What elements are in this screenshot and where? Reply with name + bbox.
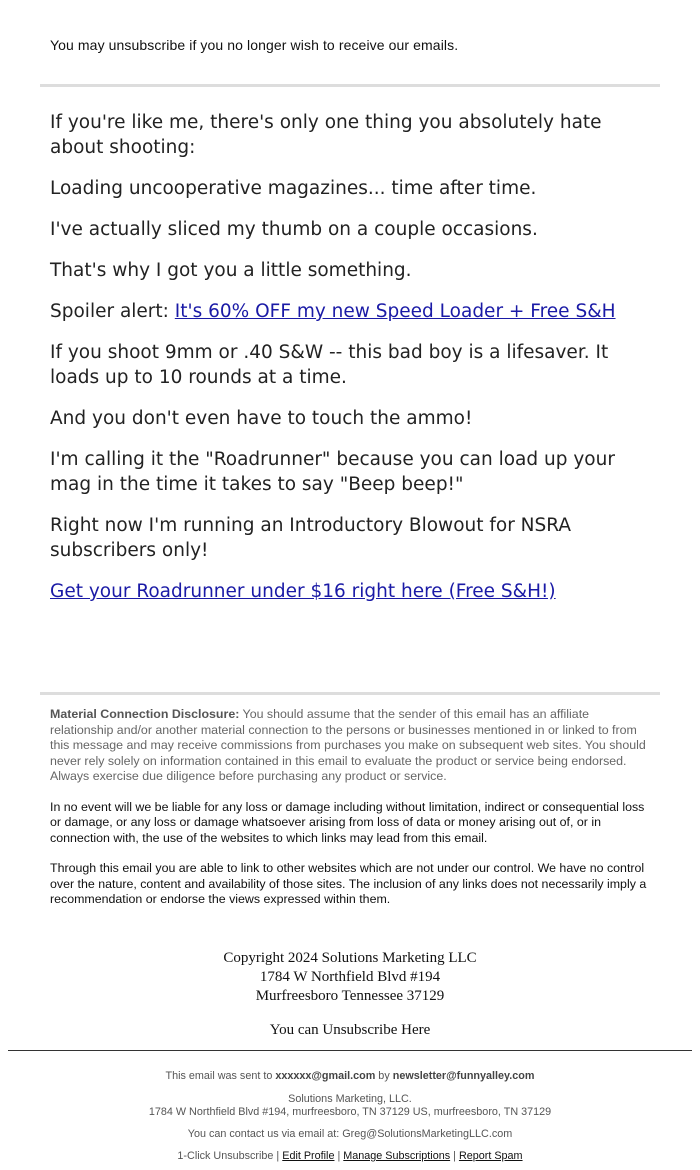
unsubscribe-note: You may unsubscribe if you no longer wish to receive our emails. <box>50 37 459 53</box>
unsubscribe-here-link[interactable]: You can Unsubscribe Here <box>269 1022 431 1038</box>
one-click-unsubscribe[interactable]: 1-Click Unsubscribe <box>177 1150 274 1162</box>
link-separator: | <box>450 1150 459 1162</box>
recipient-email: xxxxxx@gmail.com <box>275 1070 376 1082</box>
body-paragraph: If you're like me, there's only one thing you absolutely hate about shooting: <box>50 112 602 158</box>
manage-subscriptions-link[interactable]: Manage Subscriptions <box>343 1150 451 1162</box>
spoiler-prefix: Spoiler alert: <box>50 301 175 322</box>
roadrunner-cta-link[interactable]: Get your Roadrunner under $16 right here (Free S&H!) <box>50 581 556 602</box>
disclosure-section <box>50 707 650 923</box>
disclosure-title: Material Connection Disclosure: <box>50 707 240 721</box>
cta-paragraph <box>50 579 660 604</box>
email-body <box>50 110 660 620</box>
sender-email: newsletter@funnyalley.com <box>392 1070 535 1082</box>
company-address: 1784 W Northfield Blvd #194, murfreesboro, TN 37129 US, murfreesboro, TN 37129 <box>148 1106 552 1118</box>
city-line: Murfreesboro Tennessee 37129 <box>255 988 445 1004</box>
mailing-address <box>0 949 700 1006</box>
report-spam-link[interactable]: Report Spam <box>458 1150 523 1162</box>
liability-disclaimer: In no event will we be liable for any loss or damage including without limitation, indirect or consequential loss or damage, or any loss or damage whatsoever arising from loss of data or money arising out of, or in connection with, the use of the websites to which links may lead from this email. <box>50 799 645 845</box>
footer-rule <box>8 1050 692 1051</box>
body-paragraph: Loading uncooperative magazines... time after time. <box>50 178 537 199</box>
disclosure-text: You should assume that the sender of this email has an affiliate relationship and/or another material connection to the persons or businesses mentioned in or linked to from this message and may receive commissions from purchases you make on subsequent web sites. You should never rely solely on information contained in this email to evaluate the product or service being endorsed. Always exercise due diligence before purchasing any product or service. <box>50 707 646 783</box>
bottom-divider <box>40 692 660 695</box>
spoiler-paragraph <box>50 299 660 324</box>
body-paragraph: I'm calling it the "Roadrunner" because you can load up your mag in the time it takes to say "Beep beep!" <box>50 449 615 495</box>
link-separator: | <box>273 1150 283 1162</box>
footer-contact: You can contact us via email at: Greg@SolutionsMarketingLLC.com <box>187 1128 513 1140</box>
top-divider <box>40 84 660 87</box>
body-paragraph: I've actually sliced my thumb on a couple occasions. <box>50 219 538 240</box>
link-separator: | <box>334 1150 344 1162</box>
street-line: 1784 W Northfield Blvd #194 <box>259 969 441 985</box>
footer-sent-to <box>0 1070 700 1083</box>
external-links-disclaimer: Through this email you are able to link to other websites which are not under our control. We have no control over the nature, content and availability of those sites. The inclusion of any links does not necessarily imply a recommendation or endorse the views expressed within them. <box>50 861 647 906</box>
edit-profile-link[interactable]: Edit Profile <box>282 1150 335 1162</box>
sent-prefix: This email was sent to <box>165 1070 276 1082</box>
sent-by-label: by <box>375 1070 393 1082</box>
body-paragraph: If you shoot 9mm or .40 S&W -- this bad boy is a lifesaver. It loads up to 10 rounds at a time. <box>50 342 609 388</box>
body-paragraph: Right now I'm running an Introductory Blowout for NSRA subscribers only! <box>50 515 572 561</box>
copyright-line: Copyright 2024 Solutions Marketing LLC <box>223 950 477 966</box>
speed-loader-offer-link[interactable]: It's 60% OFF my new Speed Loader + Free S&H <box>174 301 616 322</box>
footer-links <box>0 1150 700 1163</box>
body-paragraph: That's why I got you a little something. <box>50 260 412 281</box>
material-connection-disclosure <box>50 707 650 785</box>
body-paragraph: And you don't even have to touch the ammo! <box>50 408 473 429</box>
company-name: Solutions Marketing, LLC. <box>288 1093 412 1105</box>
footer-company <box>0 1093 700 1119</box>
